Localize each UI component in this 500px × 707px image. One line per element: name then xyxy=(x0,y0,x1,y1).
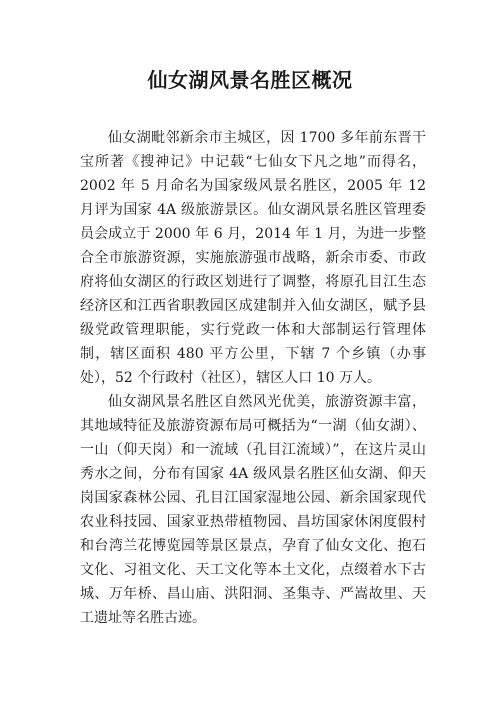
paragraph-overview: 仙女湖毗邻新余市主城区，因 1700 多年前东晋干宝所著《搜神记》中记载“七仙女下凡之地”而得名，2002 年 5 月命名为国家级风景名胜区，2005 年 12 月评为国家 4A 级旅游景区。仙女湖风景名胜区管理委员会成立于 2000 年 6 月，2014 年 1 月，为进一步整合全市旅游资源，实施旅游强市战略，新余市委、市政府将仙女湖区的行政区划进行了调整，将原孔目江生态经济区和江西省职教园区成建制并入仙女湖区，赋予县级党政管理职能，实行党政一体和大部制运行管理体制，辖区面积 480 平方公里，下辖 7 个乡镇（办事处），52 个行政村（社区），辖区人口 10 万人。 xyxy=(80,130,426,386)
document-body xyxy=(80,126,426,630)
paragraph-scenery: 仙女湖风景名胜区自然风光优美，旅游资源丰富，其地域特征及旅游资源布局可概括为“一湖（仙女湖）、一山（仰天岗）和一流域（孔目江流域）”，在这片灵山秀水之间，分布有国家 4A 级风景名胜区仙女湖、仰天岗国家森林公园、孔目江国家湿地公园、新余国家现代农业科技园、国家亚热带植物园、昌坊国家休闲度假村和台湾兰花博览园等景区景点，孕育了仙女文化、抱石文化、习祖文化、天工文化等本土文化，点缀着水下古城、万年桥、昌山庙、洪阳洞、圣集寺、严嵩故里、天工遗址等名胜古迹。 xyxy=(80,394,426,626)
document-title: 仙女湖风景名胜区概况 xyxy=(147,68,353,92)
